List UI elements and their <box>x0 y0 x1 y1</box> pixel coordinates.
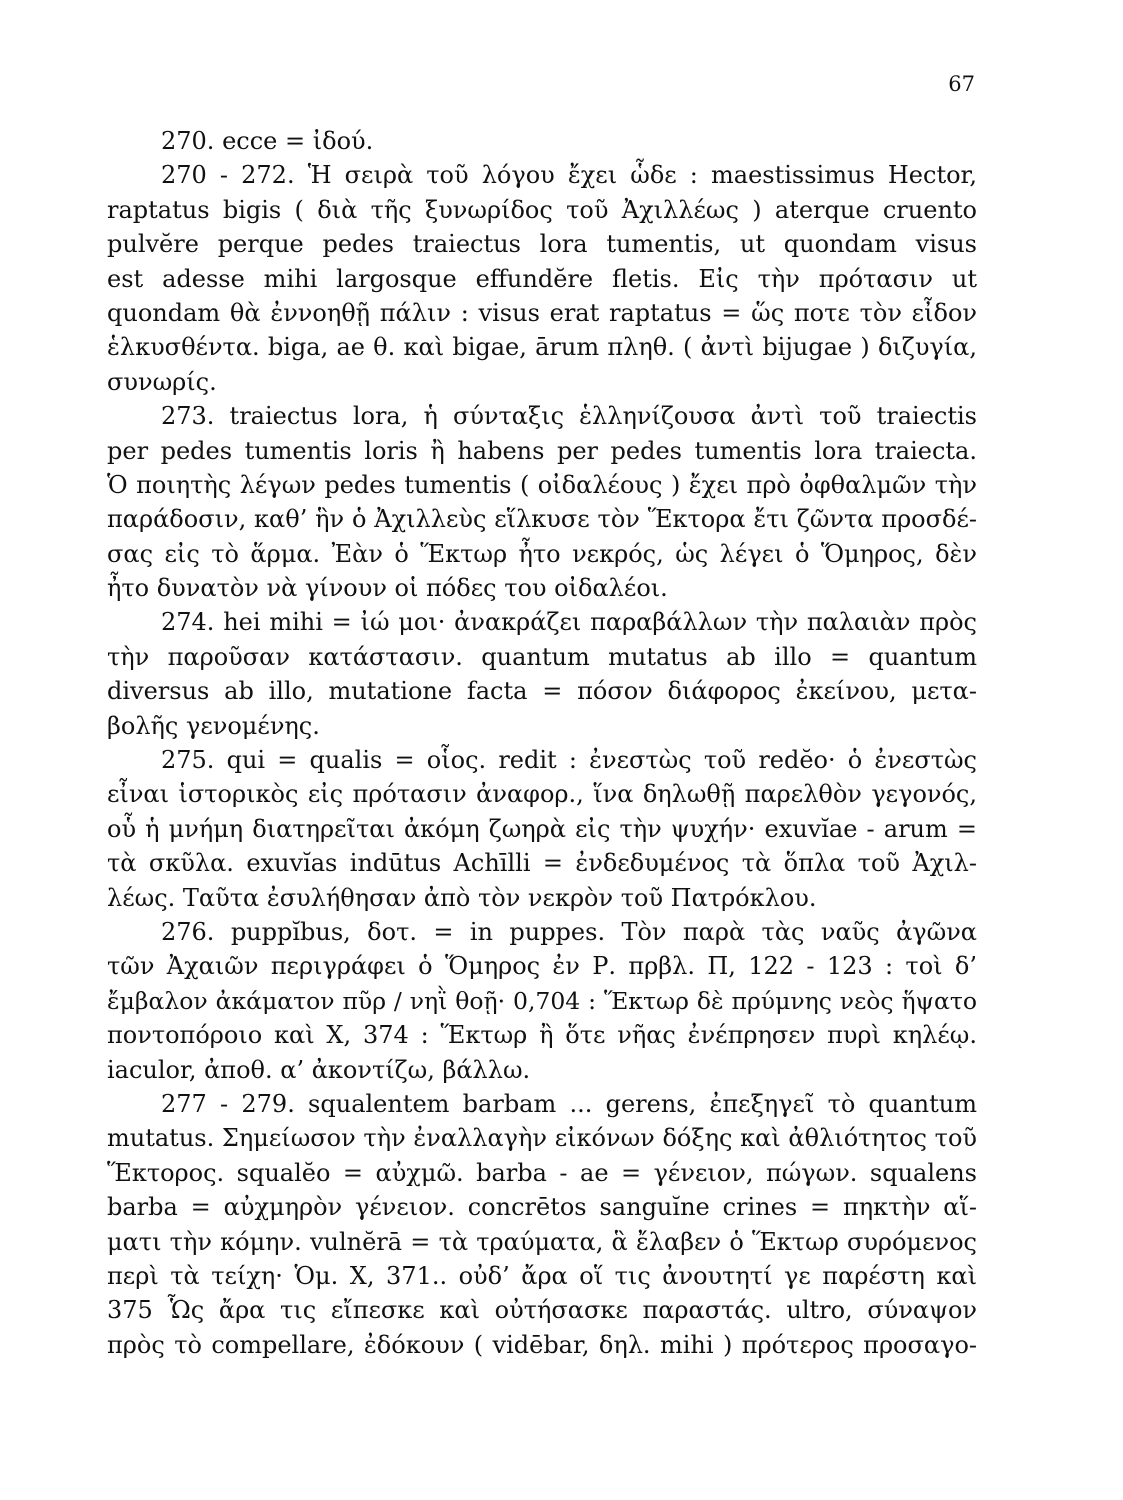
paragraph-start-line: 274. hei mihi = ἰώ μοι· ἀνακράζει παραβάλλων τὴν παλαιὰν πρὸς <box>161 608 977 637</box>
text-line: τὴν παροῦσαν κατάστασιν. quantum mutatus ab illo = quantum <box>107 642 977 671</box>
text-line: ποντοπόροιο καὶ Χ, 374 : Ἕκτωρ ἢ ὅτε νῆας ἐνέπρησεν πυρὶ κηλέῳ. <box>107 1021 977 1050</box>
paragraph-start-line: 273. traiectus lora, ἡ σύνταξις ἑλληνίζουσα ἀντὶ τοῦ traiectis <box>161 402 977 431</box>
text-line: σας εἰς τὸ ἅρμα. Ἐὰν ὁ Ἕκτωρ ἦτο νεκρός, ὡς λέγει ὁ Ὅμηρος, δὲν <box>107 539 977 568</box>
paragraph-start-line: 275. qui = qualis = οἷος. redit : ἐνεστὼς τοῦ redĕo· ὁ ἐνεστὼς <box>161 746 977 775</box>
text-line: λέως. Ταῦτα ἐσυλήθησαν ἀπὸ τὸν νεκρὸν τοῦ Πατρόκλου. <box>107 883 817 912</box>
text-line: ἔμβαλον ἀκάματον πῦρ / νηῒ θοῇ· 0,704 : Ἕκτωρ δὲ πρύμνης νεὸς ἥψατο <box>107 986 977 1015</box>
text-line: mutatus. Σημείωσον τὴν ἐναλλαγὴν εἰκόνων δόξης καὶ ἀθλιότητος τοῦ <box>107 1124 977 1153</box>
text-line: παράδοσιν, καθ’ ἣν ὁ Ἀχιλλεὺς εἵλκυσε τὸν Ἕκτορα ἔτι ζῶντα προσδέ- <box>107 505 977 534</box>
paragraph-start-line: 277 - 279. squalentem barbam ... gerens, ἐπεξηγεῖ τὸ quantum <box>161 1089 977 1118</box>
text-line: συνωρίς. <box>107 367 217 396</box>
text-line: περὶ τὰ τείχη· Ὁμ. Χ, 371.. οὐδ’ ἄρα οἵ τις ἀνουτητί γε παρέστη καὶ <box>107 1261 977 1290</box>
text-line: quondam θὰ ἐννοηθῇ πάλιν : visus erat raptatus = ὥς ποτε τὸν εἶδον <box>107 298 977 327</box>
text-line: ἑλκυσθέντα. biga, ae θ. καὶ bigae, ārum πληθ. ( ἀντὶ bijugae ) διζυγία, <box>107 333 977 362</box>
text-line: τὰ σκῦλα. exuvĭas indūtus Achīlli = ἐνδεδυμένος τὰ ὅπλα τοῦ Ἀχιλ- <box>107 849 977 878</box>
text-line: diversus ab illo, mutatione facta = πόσον διάφορος ἐκείνου, μετα- <box>107 677 977 706</box>
text-line: πρὸς τὸ compellare, ἐδόκουν ( vidēbar, δηλ. mihi ) πρότερος προσαγο- <box>107 1330 977 1359</box>
paragraph-start-line: 270. ecce = ἰδού. <box>161 127 374 155</box>
text-line: ματι τὴν κόμην. vulnĕrā = τὰ τραύματα, ἃ ἔλαβεν ὁ Ἕκτωρ συρόμενος <box>107 1227 977 1256</box>
text-line: per pedes tumentis loris ἢ habens per pedes tumentis lora traiecta. <box>107 436 977 465</box>
text-line: pulvĕre perque pedes traiectus lora tumentis, ut quondam visus <box>107 230 977 259</box>
text-line: τῶν Ἀχαιῶν περιγράφει ὁ Ὅμηρος ἐν Ρ. πρβλ. Π, 122 - 123 : τοὶ δ’ <box>107 952 977 981</box>
text-line: Ἕκτορος. squalĕo = αὐχμῶ. barba - ae = γένειον, πώγων. squalens <box>107 1158 977 1187</box>
text-line: est adesse mihi largosque effundĕre fletis. Εἰς τὴν πρότασιν ut <box>107 264 977 293</box>
text-line: 375 Ὧς ἄρα τις εἴπεσκε καὶ οὐτήσασκε παραστάς. ultro, σύναψον <box>107 1296 977 1325</box>
text-line: iaculor, ἀποθ. α’ ἀκοντίζω, βάλλω. <box>107 1055 531 1084</box>
text-line: Ὁ ποιητὴς λέγων pedes tumentis ( οἰδαλέους ) ἔχει πρὸ ὀφθαλμῶν τὴν <box>107 470 977 499</box>
text-line: βολῆς γενομένης. <box>107 711 320 740</box>
text-line: εἶναι ἱστορικὸς εἰς πρότασιν ἀναφορ., ἵνα δηλωθῇ παρελθὸν γεγονός, <box>107 780 977 809</box>
paragraph-start-line: 270 - 272. Ἡ σειρὰ τοῦ λόγου ἔχει ὧδε : maestissimus Hector, <box>161 161 977 190</box>
text-line: ἦτο δυνατὸν νὰ γίνουν οἱ πόδες του οἰδαλέοι. <box>107 574 668 603</box>
commentary-text <box>107 124 977 1362</box>
text-line: οὗ ἡ μνήμη διατηρεῖται ἀκόμη ζωηρὰ εἰς τὴν ψυχήν· exuvĭae - arum = <box>107 814 977 843</box>
page-number: 67 <box>948 72 975 96</box>
text-line: barba = αὐχμηρὸν γένειον. concrētos sanguĭne crines = πηκτὴν αἵ- <box>107 1193 977 1222</box>
paragraph-start-line: 276. puppĭbus, δοτ. = in puppes. Τὸν παρὰ τὰς ναῦς ἀγῶνα <box>161 917 977 946</box>
text-line: raptatus bigis ( διὰ τῆς ξυνωρίδος τοῦ Ἀχιλλέως ) aterque cruento <box>107 195 977 224</box>
